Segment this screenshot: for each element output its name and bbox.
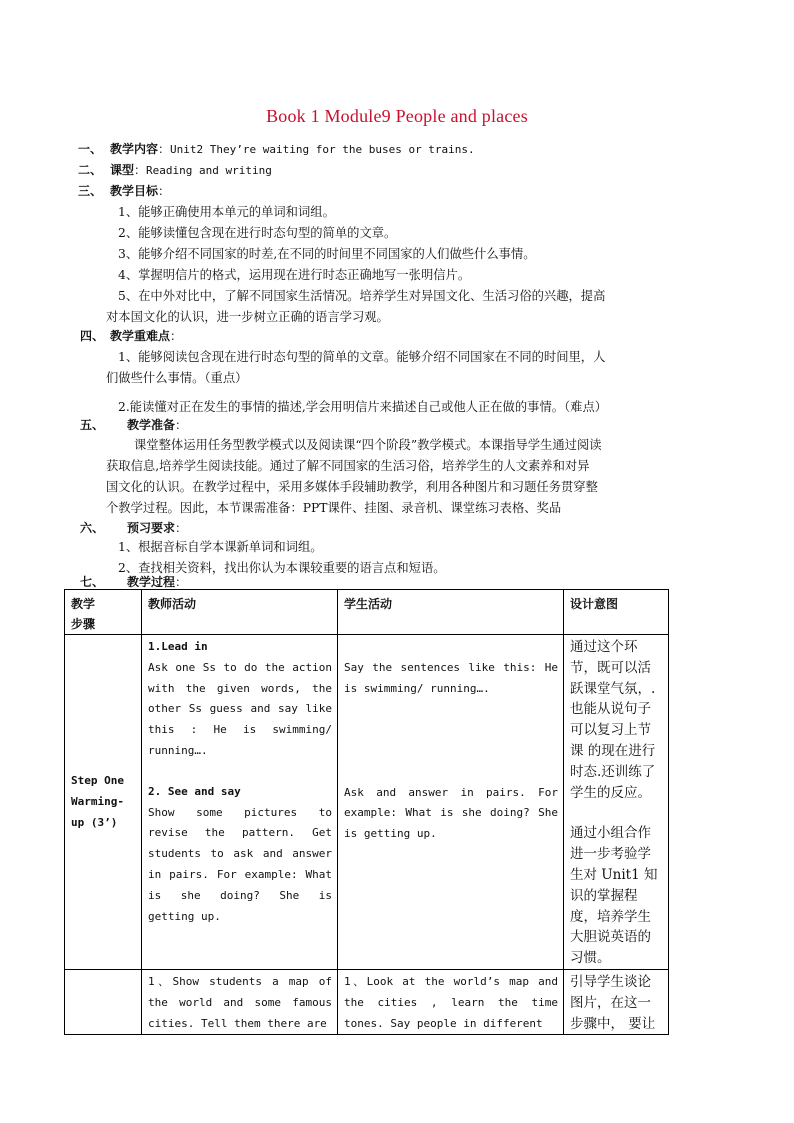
objective-item: 4、掌握明信片的格式，运用现在进行时态正确地写一张明信片。 (118, 268, 471, 282)
section-key-points-heading: 四、 教学重难点： (80, 329, 183, 343)
objectives-list (106, 202, 688, 328)
section-objectives-heading: 三、 教学目标： (78, 184, 171, 198)
key-point-item: 们做些什么事情。（重点） (106, 371, 248, 385)
section-preparation-heading: 五、 教学准备： (80, 418, 188, 432)
header-teacher: 教师活动 (142, 590, 338, 635)
table-header-row (65, 590, 669, 635)
page-title: Book 1 Module9 People and places (266, 106, 528, 126)
objective-item: 5、在中外对比中，了解不同国家生活情况。培养学生对异国文化、生活习俗的兴趣，提高 (118, 289, 606, 303)
objective-item: 3、能够介绍不同国家的时差,在不同的时间里不同国家的人们做些什么事情。 (118, 247, 536, 261)
student-activity-cell: 1、Look at the world’s map and the cities , learn the time tones. Say people in different (338, 969, 564, 1034)
preview-item: 1、根据音标自学本课新单词和词组。 (118, 540, 323, 554)
step-cell (65, 969, 142, 1034)
intent-cell: 引导学生谈论图片，在这一步骤中， 要让 (564, 969, 669, 1034)
preview-list (118, 537, 688, 579)
header-intent: 设计意图 (564, 590, 669, 635)
preparation-paragraph: 课堂整体运用任务型教学模式以及阅读课“四个阶段”教学模式。本课指导学生通过阅读 获取信息,培养学生阅读技能。通过了解不同国家的生活习俗，培养学生的人文素养和对异 国文化的认识。在教学过程中，采用多媒体手段辅助教学，利用各种图片和习题任务贯穿整 个教学过程。因此，本节课需准备：PPT课件、挂图、录音机、课堂练习表格、奖品 (106, 438, 602, 515)
key-points-list (106, 347, 688, 418)
section-preview-heading: 六、 预习要求： (80, 521, 188, 535)
student-activity-cell: Say the sentences like this: He is swimming/ running…. Ask and answer in pairs. For example: What is she doing? She is getting up. (338, 635, 564, 970)
step-cell: Step One Warming-up (3’) (65, 635, 142, 970)
objective-item: 对本国文化的认识，进一步树立正确的语言学习观。 (106, 310, 389, 324)
preview-item: 2、查找相关资料，找出你认为本课较重要的语言点和短语。 (118, 561, 446, 575)
table-row (65, 635, 669, 970)
section-content: 一、 教学内容：Unit2 They’re waiting for the buses or trains. (78, 142, 475, 156)
intent-cell: 通过这个环节，既可以活跃课堂气氛，.也能从说句子可以复习上节课 的现在进行时态.还训练了学生的反应。 通过小组合作进一步考验学生对 Unit1 知识的掌握程度，培养学生大胆说英语的习惯。 (564, 635, 669, 970)
teacher-activity-cell: 1、Show students a map of the world and some famous cities. Tell them there are (142, 969, 338, 1034)
section-process-heading: 七、 教学过程： (80, 575, 188, 589)
key-point-item: 1、能够阅读包含现在进行时态句型的简单的文章。能够介绍不同国家在不同的时间里，人 (118, 350, 606, 364)
teacher-activity-cell: 1.Lead in Ask one Ss to do the action with the given words, the other Ss guess and say like this : He is swimming/ running…. 2. See and say Show some pictures to revise the pattern. Get students to ask and answer in pairs. For example: What is she doing? She is getting up. (142, 635, 338, 970)
key-point-item: 2.能读懂对正在发生的事情的描述,学会用明信片来描述自己或他人正在做的事情。（难点） (118, 400, 608, 414)
header-student: 学生活动 (338, 590, 564, 635)
objective-item: 1、能够正确使用本单元的单词和词组。 (118, 205, 335, 219)
lesson-process-table (64, 589, 669, 1035)
section-lesson-type: 二、 课型：Reading and writing (78, 163, 272, 177)
header-step: 教学 步骤 (65, 590, 142, 635)
table-row (65, 969, 669, 1034)
objective-item: 2、能够读懂包含现在进行时态句型的简单的文章。 (118, 226, 397, 240)
